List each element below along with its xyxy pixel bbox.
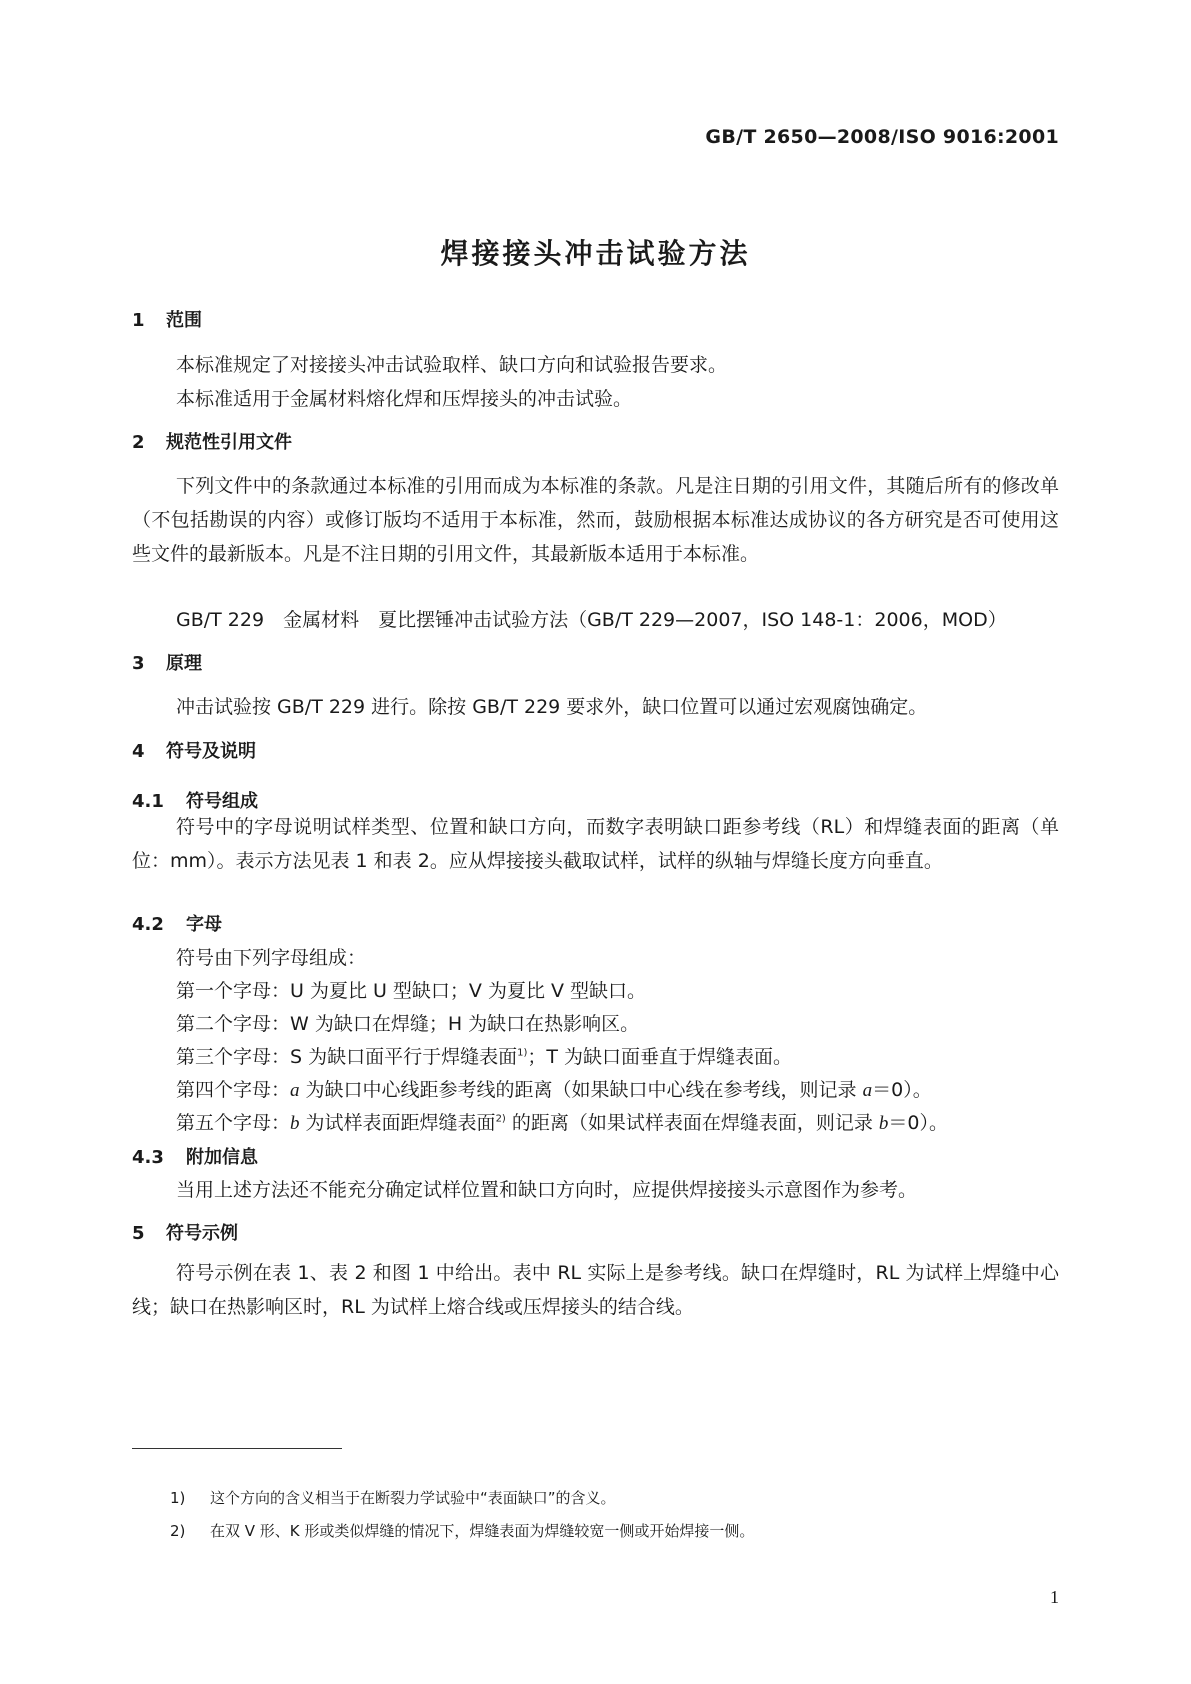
section-4-3-heading xyxy=(132,1143,258,1169)
section-title: 符号及说明 xyxy=(166,741,256,762)
letter-3-line xyxy=(176,1042,792,1069)
section-number: 3 xyxy=(132,653,145,674)
variable-b: b xyxy=(878,1113,889,1134)
section-title: 原理 xyxy=(166,653,202,674)
footnote-2 xyxy=(170,1520,754,1541)
text: 第四个字母： xyxy=(176,1079,291,1101)
section-title: 附加信息 xyxy=(186,1147,258,1168)
principle-line: 冲击试验按 GB/T 229 进行。除按 GB/T 229 要求外，缺口位置可以通过宏观腐蚀确定。 xyxy=(176,696,928,718)
text: 第三个字母：S 为缺口面平行于焊缝表面 xyxy=(176,1046,518,1068)
footnote-ref-1: 1) xyxy=(517,1047,528,1059)
section-number: 4.3 xyxy=(132,1147,164,1168)
section-title: 范围 xyxy=(166,310,202,331)
letters-intro: 符号由下列字母组成： xyxy=(176,947,367,969)
section-title: 符号组成 xyxy=(186,791,258,812)
footnote-number: 1) xyxy=(170,1489,186,1507)
normative-references-paragraph: 下列文件中的条款通过本标准的引用而成为本标准的条款。凡是注日期的引用文件，其随后所有的修改单（不包括勘误的内容）或修订版均不适用于本标准，然而，鼓励根据本标准达成协议的各方研究是否可使用这些文件的最新版本。凡是不注日期的引用文件，其最新版本适用于本标准。 xyxy=(132,475,1059,565)
text: ＝0）。 xyxy=(888,1112,949,1134)
text: 的距离（如果试样表面在焊缝表面，则记录 xyxy=(505,1112,879,1134)
footnote-separator xyxy=(132,1448,342,1449)
variable-a: a xyxy=(862,1080,873,1101)
section-4-2-heading xyxy=(132,910,222,936)
text: 为试样表面距焊缝表面 xyxy=(299,1112,496,1134)
scope-line-2: 本标准适用于金属材料熔化焊和压焊接头的冲击试验。 xyxy=(176,388,633,410)
section-number: 2 xyxy=(132,432,145,453)
letter-4-line xyxy=(176,1075,932,1102)
additional-info-line: 当用上述方法还不能充分确定试样位置和缺口方向时，应提供焊接接头示意图作为参考。 xyxy=(176,1179,918,1201)
section-title: 字母 xyxy=(186,914,222,935)
section-number: 4.1 xyxy=(132,791,164,812)
section-number: 1 xyxy=(132,310,145,331)
reference-gbt229: GB/T 229 金属材料 夏比摆锤冲击试验方法（GB/T 229—2007，ISO 148-1：2006，MOD） xyxy=(176,609,1007,631)
document-title: 焊接接头冲击试验方法 xyxy=(440,237,751,270)
variable-a: a xyxy=(290,1080,300,1101)
section-1-heading xyxy=(132,306,202,332)
section-3-heading xyxy=(132,649,202,675)
variable-b: b xyxy=(290,1113,300,1134)
footnote-text: 在双 V 形、K 形或类似焊缝的情况下，焊缝表面为焊缝较宽一侧或开始焊接一侧。 xyxy=(210,1522,755,1540)
letter-5-line xyxy=(176,1108,948,1135)
section-number: 4.2 xyxy=(132,914,164,935)
text: ＝0）。 xyxy=(872,1079,932,1101)
section-title: 符号示例 xyxy=(166,1223,238,1244)
standard-code: GB/T 2650—2008/ISO 9016:2001 xyxy=(705,126,1059,148)
section-2-heading xyxy=(132,428,292,454)
section-4-heading xyxy=(132,737,256,763)
footnote-1 xyxy=(170,1487,616,1508)
section-title: 规范性引用文件 xyxy=(166,432,292,453)
page-number: 1 xyxy=(1050,1587,1059,1607)
section-number: 4 xyxy=(132,741,145,762)
symbol-examples-paragraph: 符号示例在表 1、表 2 和图 1 中给出。表中 RL 实际上是参考线。缺口在焊缝时，RL 为试样上焊缝中心线；缺口在热影响区时，RL 为试样上熔合线或压焊接头的结合线。 xyxy=(132,1262,1059,1318)
symbol-composition-paragraph: 符号中的字母说明试样类型、位置和缺口方向，而数字表明缺口距参考线（RL）和焊缝表面的距离（单位：mm）。表示方法见表 1 和表 2。应从焊接接头截取试样，试样的纵轴与焊缝长度方向垂直。 xyxy=(132,816,1059,872)
scope-line-1: 本标准规定了对接接头冲击试验取样、缺口方向和试验报告要求。 xyxy=(176,354,728,376)
text: ；T 为缺口面垂直于焊缝表面。 xyxy=(527,1046,793,1068)
footnote-ref-2: 2) xyxy=(495,1113,506,1125)
section-5-heading xyxy=(132,1219,238,1245)
footnote-text: 这个方向的含义相当于在断裂力学试验中“表面缺口”的含义。 xyxy=(210,1489,616,1507)
letter-1-line: 第一个字母：U 为夏比 U 型缺口；V 为夏比 V 型缺口。 xyxy=(176,980,647,1002)
footnote-number: 2) xyxy=(170,1522,186,1540)
section-number: 5 xyxy=(132,1223,145,1244)
letter-2-line: 第二个字母：W 为缺口在焊缝；H 为缺口在热影响区。 xyxy=(176,1013,640,1035)
text: 为缺口中心线距参考线的距离（如果缺口中心线在参考线，则记录 xyxy=(299,1079,863,1101)
text: 第五个字母： xyxy=(176,1112,291,1134)
